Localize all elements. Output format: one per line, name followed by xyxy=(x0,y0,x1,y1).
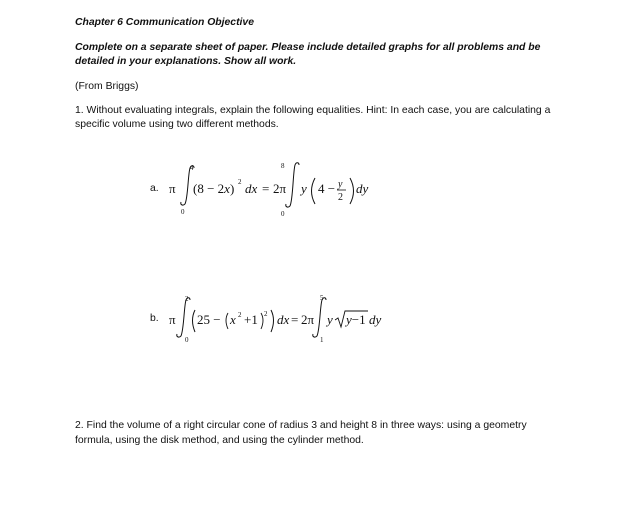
equals-sign: = xyxy=(262,181,270,196)
question-2-text-line-1: 2. Find the volume of a right circular cone of radius 3 and height 8 in three ways: using a geometry xyxy=(75,420,527,431)
instructions-line-2: detailed in your explanations. Show all work. xyxy=(75,56,297,67)
part-a-label: a. xyxy=(150,183,159,194)
svg-text:2π: 2π xyxy=(301,312,315,327)
equation-a xyxy=(165,160,369,220)
question-1-text-line-1: 1. Without evaluating integrals, explain the following equalities. Hint: In each case, you are calculating a xyxy=(75,105,551,116)
pi-symbol: π xyxy=(169,312,176,327)
svg-text:dy: dy xyxy=(356,181,369,196)
svg-text:dx: dx xyxy=(277,312,290,327)
svg-text:y: y xyxy=(301,181,307,196)
integral-symbol xyxy=(286,163,299,207)
lhs-upper-limit: 2 xyxy=(185,295,189,303)
part-b-label: b. xyxy=(150,313,159,324)
lhs-lower-limit: 0 xyxy=(185,336,189,344)
svg-text:y: y xyxy=(327,312,333,327)
instructions-line-1: Complete on a separate sheet of paper. Please include detailed graphs for all problems and be xyxy=(75,42,541,53)
rhs-upper-limit: 5 xyxy=(320,294,324,302)
rhs-lower-limit: 1 xyxy=(320,336,324,344)
svg-text:y−1: y−1 xyxy=(346,312,366,327)
svg-text:+1: +1 xyxy=(244,312,258,327)
lhs-integrand: (8 − 2x) xyxy=(193,181,235,196)
lhs-upper-limit: 4 xyxy=(190,164,194,172)
lhs-exponent: 2 xyxy=(238,178,242,186)
lhs-lower-limit: 0 xyxy=(181,208,185,216)
svg-text:=: = xyxy=(291,312,299,327)
equation-b xyxy=(165,294,382,346)
svg-text:2: 2 xyxy=(264,310,268,318)
svg-text:y: y xyxy=(338,179,343,190)
rhs-lower-limit: 0 xyxy=(281,210,285,218)
pi-symbol: π xyxy=(169,181,176,196)
svg-text:4 −: 4 − xyxy=(318,181,336,196)
svg-text:dy: dy xyxy=(369,312,382,327)
page-title: Chapter 6 Communication Objective xyxy=(75,17,254,28)
source-note: (From Briggs) xyxy=(75,81,139,92)
svg-text:25 −: 25 − xyxy=(197,312,221,327)
svg-text:2: 2 xyxy=(238,311,242,319)
question-1-text-line-2: specific volume using two different methods. xyxy=(75,119,279,130)
svg-text:2: 2 xyxy=(338,192,343,203)
integral-symbol xyxy=(177,298,190,337)
integral-symbol xyxy=(313,298,326,337)
svg-text:x: x xyxy=(230,312,236,327)
svg-text:dx: dx xyxy=(245,181,258,196)
svg-text:2π: 2π xyxy=(273,181,287,196)
rhs-upper-limit: 8 xyxy=(281,162,285,170)
question-2-text-line-2: formula, using the disk method, and using the cylinder method. xyxy=(75,435,364,446)
